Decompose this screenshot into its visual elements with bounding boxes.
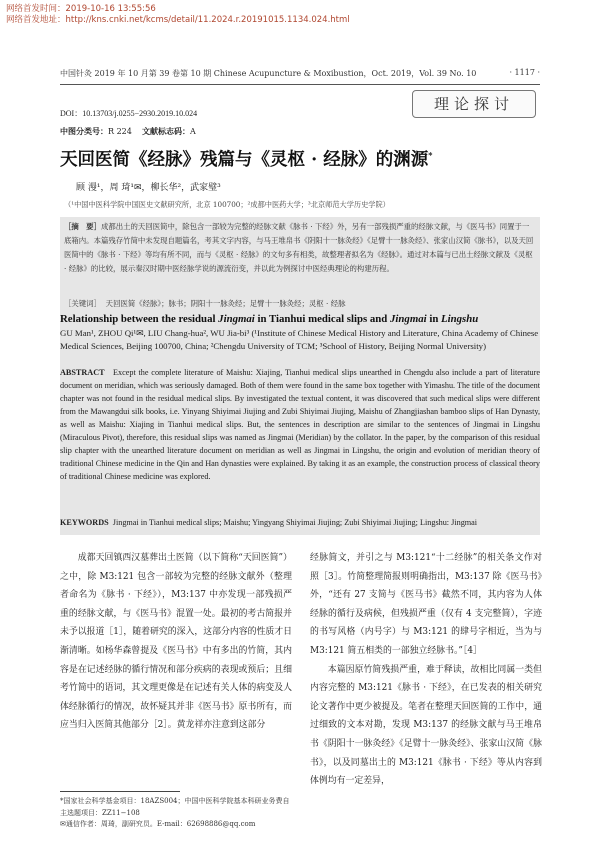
body-column-right bbox=[310, 549, 542, 791]
footnote-rule bbox=[60, 791, 180, 792]
footnotes bbox=[60, 796, 292, 831]
corresponding-author-footnote: ✉通信作者：周琦，副研究员。E-mail：62698886@qq.com bbox=[60, 820, 256, 828]
column-label: 理论探讨 bbox=[412, 90, 536, 118]
header-rule bbox=[60, 84, 540, 85]
doc-code-label: 文献标志码： bbox=[142, 126, 191, 136]
title-fund-mark: * bbox=[428, 150, 433, 161]
page-number: · 1117 · bbox=[509, 68, 540, 77]
affiliations-chinese: （¹中国中医科学院中国医史文献研究所，北京 100700；²成都中医药大学；³北京师范大学历史学院） bbox=[64, 200, 390, 209]
body-paragraph: 经脉简文，并引之与 M3:121“十二经脉”的相关条文作对照［3］。竹简整理简报则明确指出，M3:137 除《医马书》外，“还有 27 支简与《医马书》截然不同，其内容为人体经脉的循行及病候，但残损严重（仅有 4 支完整简），字迹的书写风格（内号字）与 M3:121 的肆号字相近，当为与 M3:121 简五相类的一部独立经脉书。”［4］ bbox=[310, 553, 542, 656]
title-en-italic: Jingmai bbox=[218, 313, 255, 325]
doi: DOI：10.13703/j.0255−2930.2019.10.024 bbox=[60, 109, 198, 118]
online-url-line bbox=[6, 15, 350, 26]
abstract-chinese-text: 成都出土的天回医简中，除包含一部较为完整的经脉文献《脉书 · 下经》外，另有一部残损严重的经脉文献，与《医马书》同置于一底箱内。本篇残存竹简中未发现自题篇名，考其文字内容，与马王堆帛书《阴阳十一脉灸经》《足臂十一脉灸经》、张家山汉简《脉书》，以及天回医简中的《脉书 · 下经》等均有所不同，而与《灵枢 · 经脉》的文句多有相类，故整理者拟名为《经脉》。通过对本篇与已出土经脉文献及《灵枢 · 经脉》的比较，展示秦汉时期中医经脉学说的源流衍变，并以此为例探讨中医经典理论的构建历程。 bbox=[64, 222, 534, 273]
fund-footnote: *国家社会科学基金项目：18AZS004；中国中医科学院基本科研业务费自主选题项目：ZZ11−108 bbox=[60, 797, 290, 817]
body-paragraph: 成都天回镇西汉墓葬出土医简（以下简称“天回医简”）之中，除 M3:121 包含一部较为完整的经脉文献外（整理者命名为《脉书 · 下经》），M3:137 中亦发现一部残损严重的经脉文献，与《医马书》混置一处。最初的考古简报并未予以报道［1］，随着研究的深入，这部分内容的性质才日渐清晰。如杨华森曾提及《医马书》中有多出的竹简，其内容是在记述经脉的循行情况和部分疾病的表现或预后；且细考竹简中的语词，其文理更像是在记述有关人体的病变及人体经脉循行的情况，故怀疑其并非《医马书》原书所有，而应当归入医简其他部分［2］。黄龙祥亦注意到这部分 bbox=[60, 553, 292, 731]
abstract-chinese bbox=[64, 220, 536, 276]
keywords-chinese-text: 天回医简《经脉》；脉书；阴阳十一脉灸经；足臂十一脉灸经；灵枢 · 经脉 bbox=[105, 299, 346, 308]
title-en-italic: Lingshu bbox=[441, 313, 479, 325]
keywords-english-label: KEYWORDS bbox=[60, 518, 109, 527]
online-time: 2019-10-16 13:55:56 bbox=[65, 4, 156, 14]
authors-english: GU Man¹, ZHOU Qi¹✉, LIU Chang-hua², WU Jia-bi³ (¹Institute of Chinese Medical History and Literature, China Academy of Chinese Medical Sciences, Beijing 100700, China; ²Chengdu University of TCM; ³School of History, Beijing Normal University) bbox=[60, 328, 539, 351]
abstract-english-label: ABSTRACT bbox=[60, 368, 105, 377]
body-column-left bbox=[60, 549, 292, 735]
title-en-part: in Tianhui medical slips and bbox=[254, 313, 391, 325]
title-en-part: in bbox=[426, 313, 442, 325]
doc-code-value: A bbox=[190, 127, 196, 136]
keywords-english-text: Jingmai in Tianhui medical slips; Maishu; Yingyang Shiyimai Jiujing; Zubi Shiyimai Jiujing; Lingshu: Jingmai bbox=[112, 518, 478, 527]
title-english bbox=[60, 312, 540, 326]
online-time-label: 网络首发时间： bbox=[6, 4, 66, 14]
clc-value: R 224 bbox=[108, 127, 132, 136]
journal-citation: 中国针灸 2019 年 10 月第 39 卷第 10 期 Chinese Acupuncture & Moxibustion，Oct. 2019，Vol. 39 No. 10 bbox=[60, 69, 477, 78]
classification-line bbox=[60, 126, 196, 137]
title-chinese-text: 天回医简《经脉》残篇与《灵枢 · 经脉》的渊源 bbox=[60, 150, 429, 170]
title-en-italic: Jingmai bbox=[390, 313, 427, 325]
abstract-english-text: Except the complete literature of Maishu: Xiajing, Tianhui medical slips unearthed in Chengdu also include a part of literature document on meridian, which was seriously damaged. Both of them were found in the same box together with Yimashu. The title of the document chapter was not found in the residual medical slips. By investigated the textual content, it was discovered that such medical slips were different from the Mawangdui silk books, i.e. Yinyang Shiyimai Jiujing and Zubi Shiyimai Jiujing, Maishu of Zhangjiashan bamboo slips of Han Dynasty, as well as Maishu: Xiajing in Tianhui medical slips. But, the sentences in description are similar to the sentences of Jingmai in Lingshu (Miraculous Pivot), therefore, this residual slips was named as Jingmai (Meridian) by the collator. In the paper, by the comparison of this residual slip chapter with the unearthed literature document on meridian as well as Jingmai in Lingshu, the origin and evolution of meridian theory of traditional Chinese medicine in the Qin and Han dynasties were explained. By taking it as an example, the construction process of classical theory of traditional Chinese medicine was explored. bbox=[60, 368, 541, 481]
running-head bbox=[60, 68, 540, 82]
online-url-link[interactable]: http://kns.cnki.net/kcms/detail/11.2024.r.20191015.1134.024.html bbox=[65, 15, 350, 25]
abstract-chinese-label: ［摘 要］ bbox=[64, 222, 101, 231]
authors-chinese: 顾 漫¹，周 琦¹✉，柳长华²，武家璧³ bbox=[76, 183, 221, 193]
keywords-chinese-label: ［关键词］ bbox=[64, 299, 101, 308]
abstract-english bbox=[60, 366, 540, 483]
title-chinese bbox=[60, 146, 432, 171]
online-url-label: 网络首发地址： bbox=[6, 15, 66, 25]
online-time-line bbox=[6, 4, 350, 15]
title-en-part: Relationship between the residual bbox=[60, 313, 219, 325]
clc-label: 中图分类号： bbox=[60, 126, 108, 136]
body-paragraph: 本篇因原竹简残损严重，难于释读，故相比同属一类但内容完整的 M3:121《脉书 · 下经》，在已发表的相关研究论文著作中更少被提及。笔者在整理天回医简的工作中，通过细致的文本对勘，发现 M3:137 的经脉文献与马王堆帛书《阴阳十一脉灸经》《足臂十一脉灸经》、张家山汉简《脉书》，以及同墓出土的 M3:121《脉书 · 下经》等从内容到体例均有一定差异， bbox=[310, 664, 542, 787]
online-publication-stamp bbox=[6, 4, 350, 26]
keywords-english bbox=[60, 516, 540, 529]
keywords-chinese bbox=[64, 298, 536, 310]
